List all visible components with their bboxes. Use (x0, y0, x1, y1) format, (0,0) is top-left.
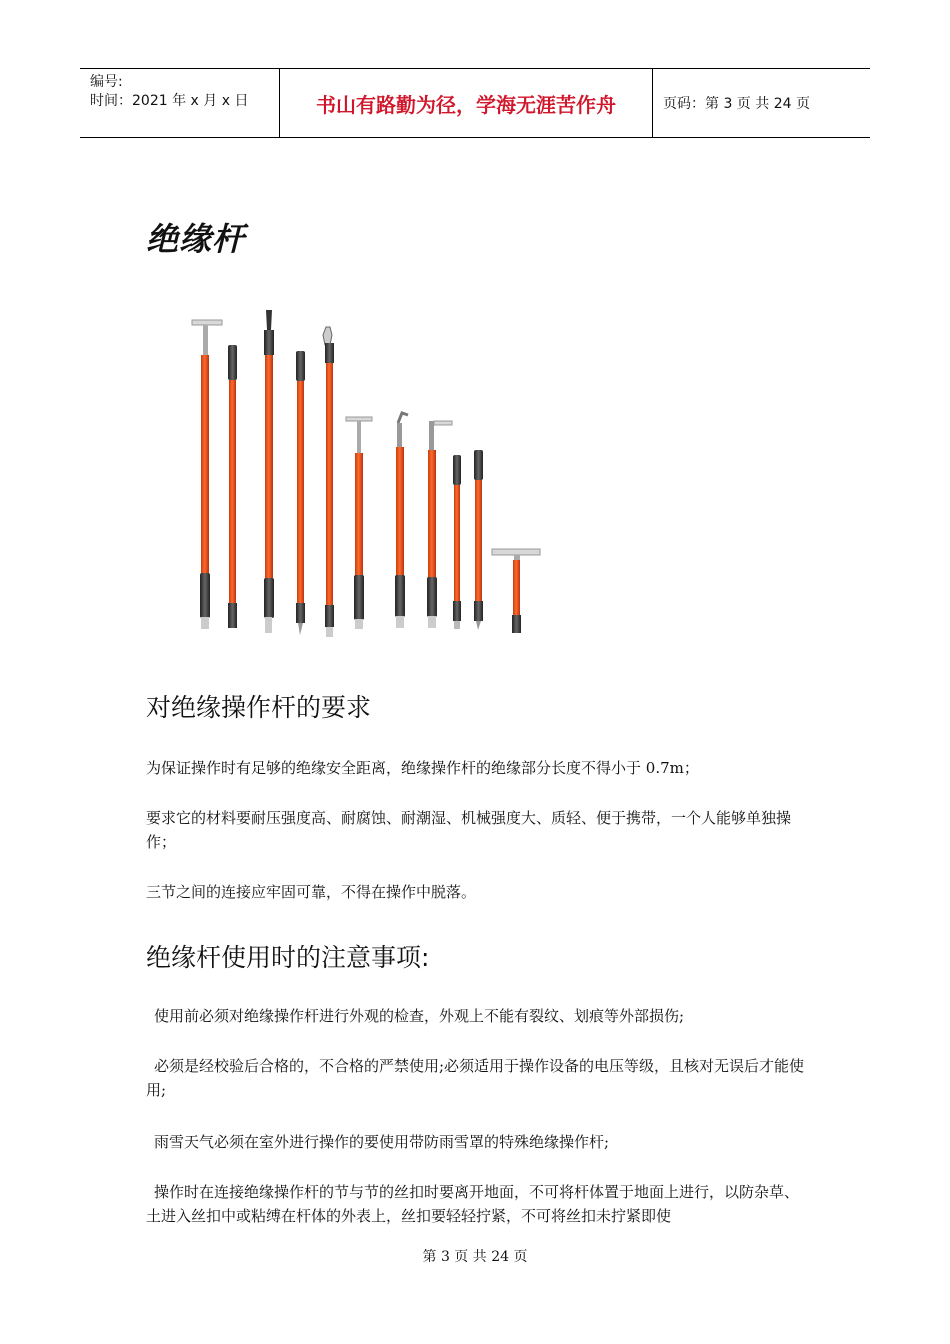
page-title: 绝缘杆 (146, 220, 246, 258)
pole-7 (395, 413, 408, 628)
section2-paragraph-2: 必须是经校验后合格的，不合格的严禁使用;必须适用于操作设备的电压等级，且核对无误后才能使用; (146, 1057, 805, 1099)
section2-heading: 绝缘杆使用时的注意事项: (146, 943, 430, 972)
section1-heading: 对绝缘操作杆的要求 (146, 693, 372, 722)
motto: 书山有路勤为径，学海无涯苦作舟 (280, 69, 653, 137)
pole-11 (492, 549, 540, 633)
insulated-poles-image (180, 305, 550, 645)
section1-paragraph-2: 要求它的材料要耐压强度高、耐腐蚀、耐潮湿、机械强度大、质轻、便于携带，一个人能够单独操作； (146, 809, 792, 851)
section2-paragraph-3: 雨雪天气必须在室外进行操作的要使用带防雨雪罩的特殊绝缘操作杆; (154, 1133, 610, 1151)
header-left-cell (80, 69, 280, 137)
pole-1 (192, 320, 222, 629)
pole-9 (453, 455, 461, 629)
page-footer: 第 3 页 共 24 页 (422, 1249, 528, 1265)
section2-paragraph-4: 操作时在连接绝缘操作杆的节与节的丝扣时要离开地面，不可将杆体置于地面上进行，以防杂草、土进入丝扣中或粘缚在杆体的外表上，丝扣要轻轻拧紧，不可将丝扣未拧紧即使 (146, 1183, 800, 1225)
pole-3 (264, 310, 274, 633)
page-label: 页码：第 3 页 共 24 页 (663, 96, 810, 112)
time-label: 时间：2021 年 x 月 x 日 (90, 93, 249, 109)
number-label: 编号: (90, 74, 123, 90)
pole-8 (427, 421, 452, 628)
pole-6 (346, 417, 372, 629)
section1-paragraph-3: 三节之间的连接应牢固可靠，不得在操作中脱落。 (146, 883, 477, 901)
section1-paragraph-1: 为保证操作时有足够的绝缘安全距离，绝缘操作杆的绝缘部分长度不得小于 0.7m； (146, 759, 699, 777)
document-header (80, 68, 870, 138)
pole-5 (323, 327, 334, 637)
pole-4 (296, 351, 305, 635)
pole-10 (474, 450, 483, 630)
pole-2 (228, 345, 237, 628)
section2-paragraph-1: 使用前必须对绝缘操作杆进行外观的检查，外观上不能有裂纹、划痕等外部损伤; (154, 1007, 685, 1025)
